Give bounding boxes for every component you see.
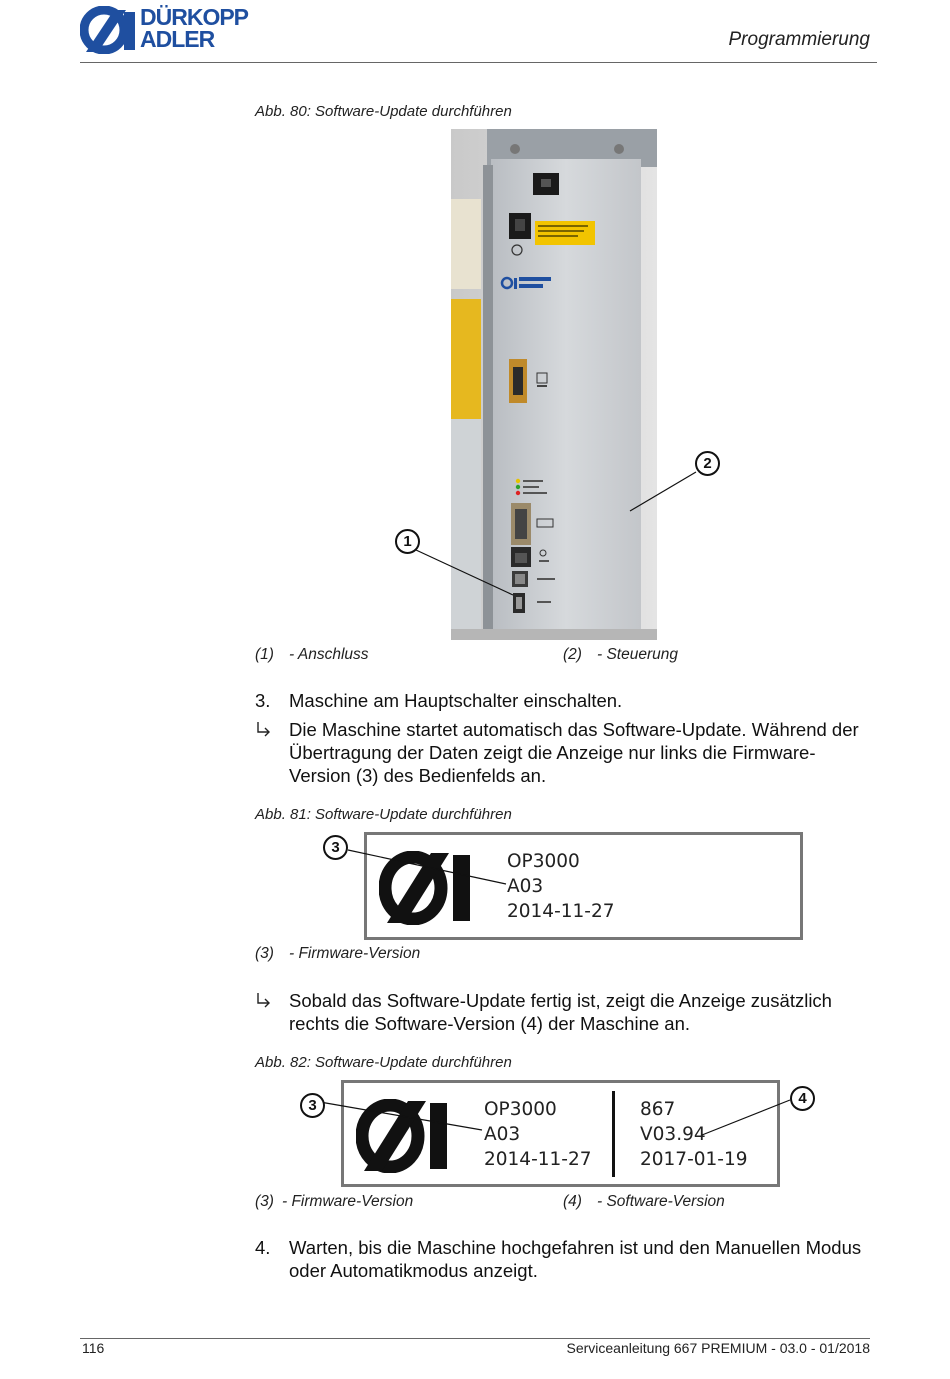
legend-3-text: - Firmware-Version [289, 945, 421, 962]
result-arrow-icon [255, 992, 273, 1010]
result-1-text: Die Maschine startet automatisch das Software-Update. Während der Übertragung der Daten zeigt die Anzeige nur links die Firmware-Version (3) des Bedienfelds an. [289, 719, 859, 786]
footer-divider [80, 1338, 870, 1339]
brand-logo-icon [80, 6, 140, 54]
legend-4-text: - Software-Version [597, 1193, 725, 1210]
result-2-text: Sobald das Software-Update fertig ist, zeigt die Anzeige zusätzlich rechts die Software-Version (4) der Maschine an. [289, 990, 832, 1034]
legend-2-num: (2) [563, 646, 582, 663]
step-4 [255, 1236, 875, 1282]
step-3-text: Maschine am Hauptschalter einschalten. [289, 690, 623, 711]
section-title: Programmierung [728, 29, 870, 50]
figure-82-leader-lines [300, 1088, 820, 1148]
document-title: Serviceanleitung 667 PREMIUM - 03.0 - 01/2018 [566, 1340, 870, 1356]
page-number: 116 [82, 1340, 105, 1356]
header-divider [80, 62, 877, 63]
legend-4-num: (4) [563, 1193, 582, 1210]
callout-3-fig82: 3 [300, 1093, 325, 1118]
step-3 [255, 689, 875, 712]
figure-80-caption: Abb. 80: Software-Update durchführen [255, 103, 512, 120]
figure-82-caption: Abb. 82: Software-Update durchführen [255, 1054, 512, 1071]
figure-81-caption: Abb. 81: Software-Update durchführen [255, 806, 512, 823]
legend-3b-text: - Firmware-Version [282, 1193, 414, 1210]
figure-81-leader-line [330, 836, 530, 896]
result-1 [255, 718, 875, 787]
display-left-lines: OP3000 A03 2014-11-27 [484, 1099, 592, 1170]
result-arrow-icon [255, 721, 273, 739]
legend-1-text: - Anschluss [289, 646, 369, 663]
display-right-lines: 867 V03.94 2017-01-19 [640, 1099, 748, 1170]
legend-3-num: (3) [255, 945, 274, 962]
figure-80-leader-lines [380, 440, 720, 620]
step-4-number: 4. [255, 1237, 271, 1258]
legend-2-text: - Steuerung [597, 646, 678, 663]
legend-1-num: (1) [255, 646, 274, 663]
callout-4: 4 [790, 1086, 815, 1111]
brand-logo-text: DÜRKOPP ADLER [140, 4, 249, 52]
result-2 [255, 989, 875, 1035]
callout-1: 1 [395, 529, 420, 554]
callout-2: 2 [695, 451, 720, 476]
legend-3b-num: (3) [255, 1193, 274, 1210]
display-firmware-lines: OP3000 A03 2014-11-27 [507, 851, 615, 922]
step-3-number: 3. [255, 690, 271, 711]
callout-3-fig81: 3 [323, 835, 348, 860]
step-4-text: Warten, bis die Maschine hochgefahren ist und den Manuellen Modus oder Automatikmodus anzeigt. [289, 1237, 862, 1281]
